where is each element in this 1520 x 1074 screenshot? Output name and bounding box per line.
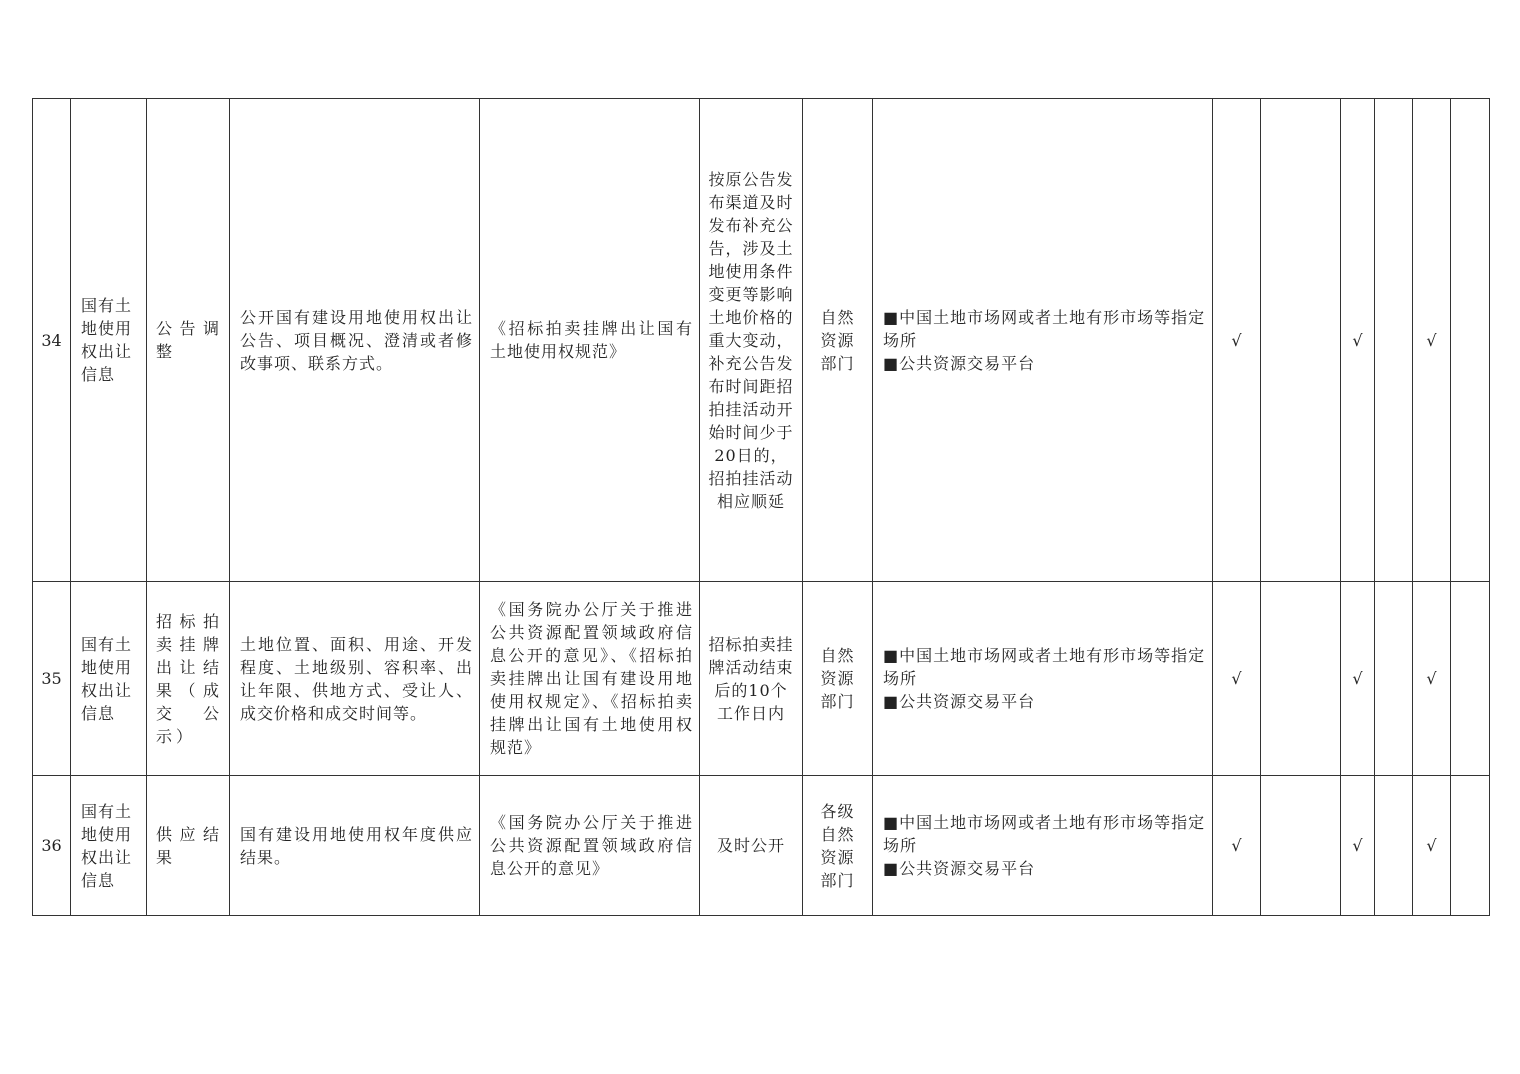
check-cell: √ (1213, 99, 1261, 582)
department-cell: 自然资源部门 (803, 582, 873, 776)
channel-option: ■中国土地市场网或者土地有形市场等指定场所 (883, 646, 1206, 688)
check-cell: √ (1413, 99, 1451, 582)
basis-cell: 《招标拍卖挂牌出让国有土地使用权规范》 (480, 99, 700, 582)
channel-cell (873, 99, 1213, 582)
category-cell: 国有土地使用权出让信息 (71, 582, 147, 776)
row-number: 34 (33, 99, 71, 582)
time-limit-cell: 及时公开 (700, 776, 803, 916)
channel-option: ■中国土地市场网或者土地有形市场等指定场所 (883, 813, 1206, 855)
time-limit-cell: 招标拍卖挂牌活动结束后的10个工作日内 (700, 582, 803, 776)
check-cell: √ (1341, 776, 1375, 916)
item-cell: 公告调整 (147, 99, 230, 582)
channel-option: ■公共资源交易平台 (883, 692, 1036, 711)
time-limit-cell: 按原公告发布渠道及时发布补充公告，涉及土地使用条件变更等影响土地价格的重大变动，补充公告发布时间距招拍挂活动开始时间少于20日的，招拍挂活动相应顺延 (700, 99, 803, 582)
department-cell: 各级自然资源部门 (803, 776, 873, 916)
table-row (33, 99, 1490, 582)
check-cell: √ (1213, 582, 1261, 776)
check-cell (1375, 582, 1413, 776)
category-cell: 国有土地使用权出让信息 (71, 99, 147, 582)
check-cell: √ (1213, 776, 1261, 916)
check-cell (1261, 776, 1341, 916)
check-cell (1451, 776, 1490, 916)
check-cell: √ (1413, 582, 1451, 776)
content-cell: 土地位置、面积、用途、开发程度、土地级别、容积率、出让年限、供地方式、受让人、成交价格和成交时间等。 (230, 582, 480, 776)
basis-cell: 《国务院办公厅关于推进公共资源配置领域政府信息公开的意见》、《招标拍卖挂牌出让国有建设用地使用权规定》、《招标拍卖挂牌出让国有土地使用权规范》 (480, 582, 700, 776)
table-row (33, 582, 1490, 776)
content-cell: 国有建设用地使用权年度供应结果。 (230, 776, 480, 916)
content-cell: 公开国有建设用地使用权出让公告、项目概况、澄清或者修改事项、联系方式。 (230, 99, 480, 582)
check-cell (1261, 582, 1341, 776)
disclosure-table (32, 98, 1490, 916)
item-cell: 招标拍卖挂牌出让结果（成交公示） (147, 582, 230, 776)
check-cell (1451, 582, 1490, 776)
category-cell: 国有土地使用权出让信息 (71, 776, 147, 916)
channel-option: ■公共资源交易平台 (883, 353, 1036, 373)
item-cell: 供应结果 (147, 776, 230, 916)
check-cell (1375, 776, 1413, 916)
row-number: 35 (33, 582, 71, 776)
basis-cell: 《国务院办公厅关于推进公共资源配置领域政府信息公开的意见》 (480, 776, 700, 916)
row-number: 36 (33, 776, 71, 916)
channel-cell (873, 776, 1213, 916)
channel-option: ■公共资源交易平台 (883, 859, 1036, 878)
check-cell (1375, 99, 1413, 582)
channel-option: ■中国土地市场网或者土地有形市场等指定场所 (883, 307, 1206, 350)
check-cell (1261, 99, 1341, 582)
check-cell (1451, 99, 1490, 582)
table-row (33, 776, 1490, 916)
check-cell: √ (1413, 776, 1451, 916)
department-cell: 自然资源部门 (803, 99, 873, 582)
channel-cell (873, 582, 1213, 776)
check-cell: √ (1341, 99, 1375, 582)
check-cell: √ (1341, 582, 1375, 776)
